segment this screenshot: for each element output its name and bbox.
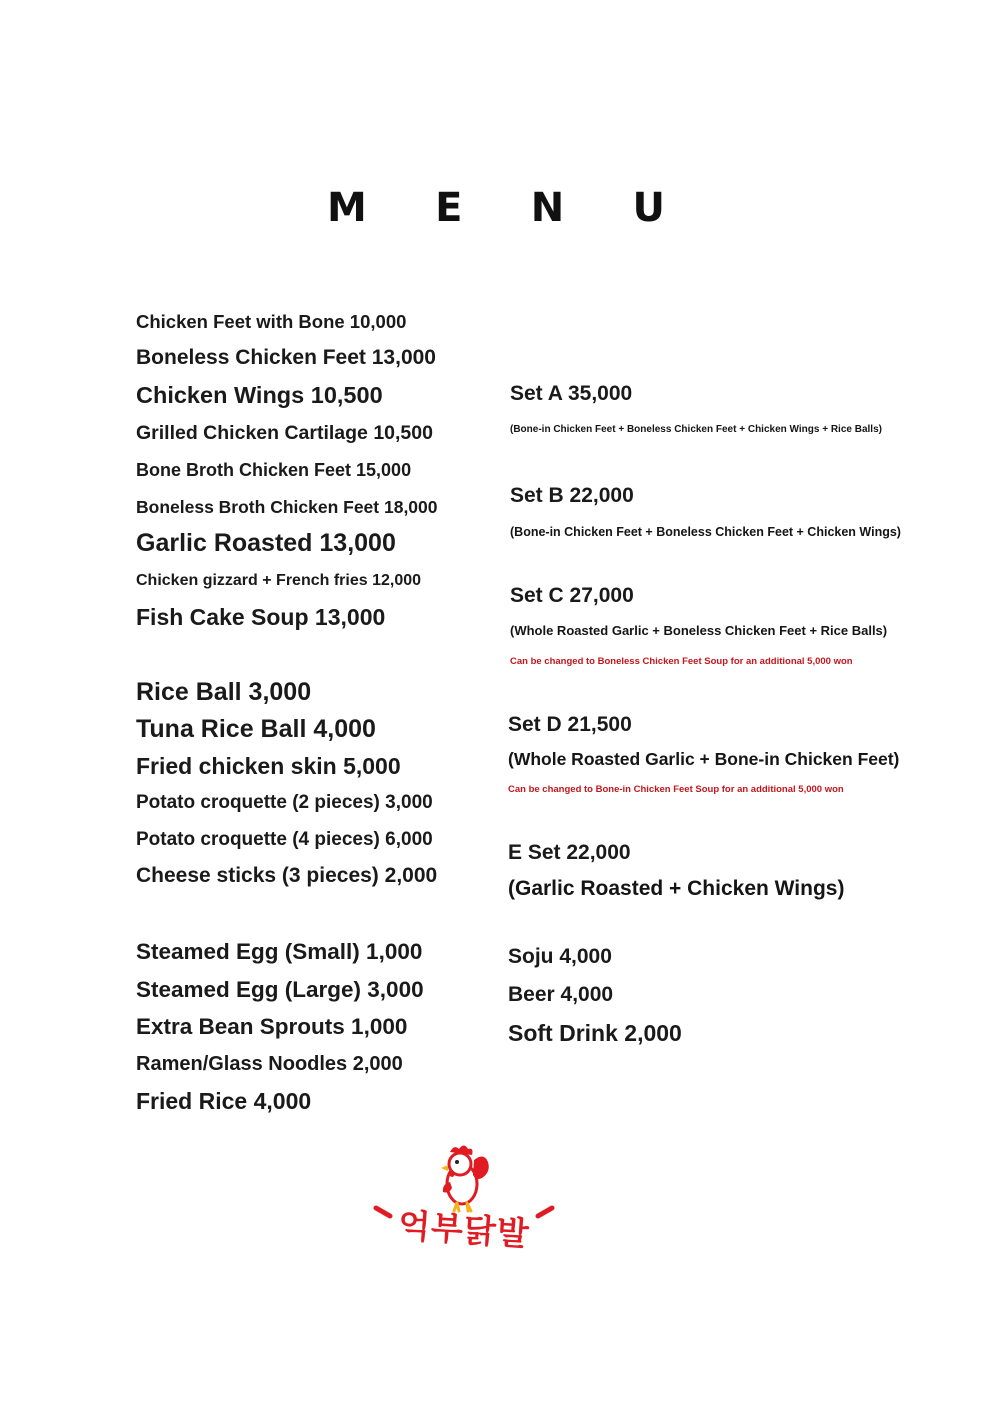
set-name: Set A 35,000 bbox=[510, 382, 633, 405]
drink-item: Beer 4,000 bbox=[508, 983, 614, 1006]
menu-item: Potato croquette (2 pieces) 3,000 bbox=[136, 792, 433, 813]
set-name: Set D 21,500 bbox=[508, 713, 632, 736]
set-description: (Garlic Roasted + Chicken Wings) bbox=[508, 877, 845, 900]
menu-item: Grilled Chicken Cartilage 10,500 bbox=[136, 422, 433, 444]
set-name: E Set 22,000 bbox=[508, 841, 631, 864]
set-name: Set B 22,000 bbox=[510, 484, 634, 507]
menu-item: Boneless Chicken Feet 13,000 bbox=[136, 346, 436, 369]
menu-item: Steamed Egg (Large) 3,000 bbox=[136, 977, 424, 1002]
menu-item: Boneless Broth Chicken Feet 18,000 bbox=[136, 497, 438, 517]
set-description: (Whole Roasted Garlic + Boneless Chicken Feet + Rice Balls) bbox=[510, 623, 888, 638]
set-name: Set C 27,000 bbox=[510, 584, 634, 607]
menu-title: M E N U bbox=[326, 185, 693, 231]
menu-item: Chicken gizzard + French fries 12,000 bbox=[136, 572, 422, 589]
set-description: (Bone-in Chicken Feet + Boneless Chicken Feet + Chicken Wings) bbox=[510, 525, 901, 539]
menu-item: Fried chicken skin 5,000 bbox=[136, 753, 401, 779]
menu-item: Rice Ball 3,000 bbox=[136, 678, 312, 706]
menu-item: Tuna Rice Ball 4,000 bbox=[136, 715, 376, 743]
menu-item: Fried Rice 4,000 bbox=[136, 1088, 312, 1114]
set-upgrade-note: Can be changed to Boneless Chicken Feet Soup for an additional 5,000 won bbox=[510, 656, 853, 667]
menu-item: Potato croquette (4 pieces) 6,000 bbox=[136, 829, 433, 850]
menu-item: Cheese sticks (3 pieces) 2,000 bbox=[136, 864, 438, 887]
menu-item: Garlic Roasted 13,000 bbox=[136, 529, 396, 557]
logo-text: 억부닭발 bbox=[396, 1205, 531, 1254]
set-description: (Bone-in Chicken Feet + Boneless Chicken Feet + Chicken Wings + Rice Balls) bbox=[510, 424, 882, 435]
menu-item: Steamed Egg (Small) 1,000 bbox=[136, 939, 423, 964]
menu-item: Ramen/Glass Noodles 2,000 bbox=[136, 1053, 403, 1075]
restaurant-logo bbox=[364, 1138, 564, 1258]
set-description: (Whole Roasted Garlic + Bone-in Chicken Feet) bbox=[508, 749, 900, 769]
set-upgrade-note: Can be changed to Bone-in Chicken Feet Soup for an additional 5,000 won bbox=[508, 784, 844, 795]
drink-item: Soju 4,000 bbox=[508, 945, 612, 968]
drink-item: Soft Drink 2,000 bbox=[508, 1020, 682, 1046]
menu-item: Extra Bean Sprouts 1,000 bbox=[136, 1014, 408, 1039]
menu-item: Fish Cake Soup 13,000 bbox=[136, 604, 386, 630]
menu-item: Bone Broth Chicken Feet 15,000 bbox=[136, 460, 412, 480]
menu-item: Chicken Wings 10,500 bbox=[136, 382, 383, 408]
menu-item: Chicken Feet with Bone 10,000 bbox=[136, 311, 407, 332]
